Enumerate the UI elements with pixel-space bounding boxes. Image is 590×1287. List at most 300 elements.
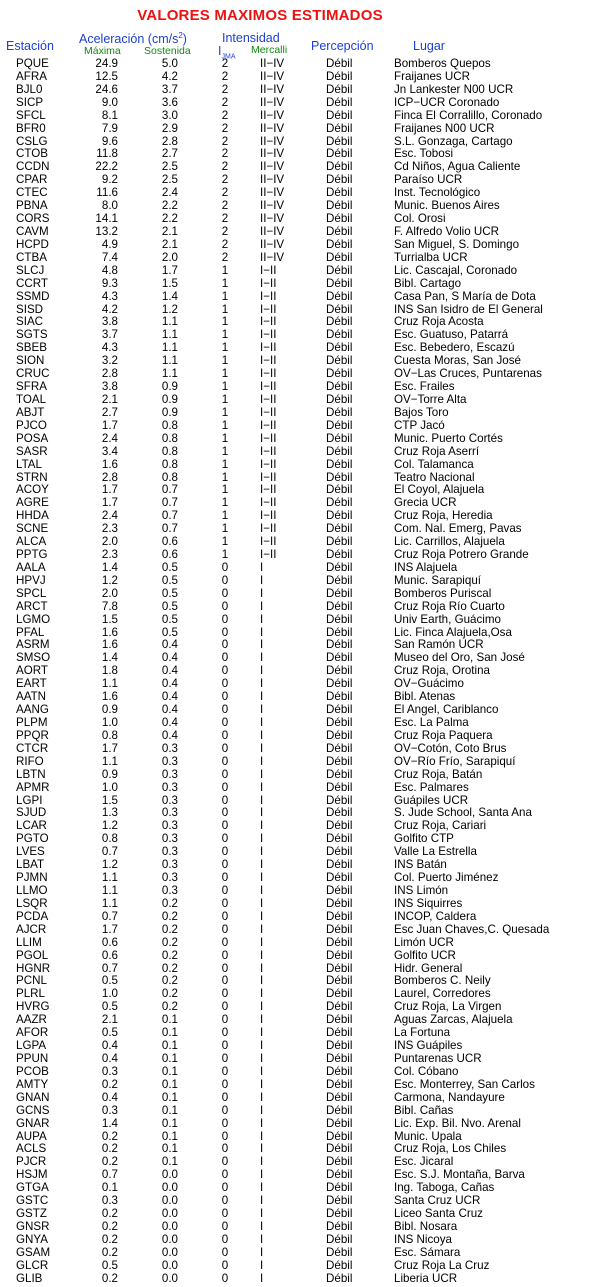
table-row [0, 484, 590, 497]
lugar-cell: Golfito UCR [394, 948, 456, 962]
lugar-cell: Lic. Cascajal, Coronado [394, 263, 518, 277]
intensidad-jma-cell: 0 [221, 1039, 229, 1053]
table-row [0, 304, 590, 317]
table-row [0, 58, 590, 71]
table-row [0, 614, 590, 627]
lugar-cell: La Fortuna [394, 1026, 451, 1040]
aceleracion-sostenida-cell: 0.1 [161, 1039, 178, 1053]
aceleracion-sostenida-cell: 0.3 [161, 858, 178, 872]
aceleracion-maxima-cell: 1.1 [101, 677, 118, 691]
intensidad-mercalli-cell: I [260, 858, 264, 872]
intensidad-jma-cell: 0 [221, 741, 229, 755]
intensidad-mercalli-cell: I [260, 1142, 264, 1156]
intensidad-mercalli-cell: II−IV [260, 250, 285, 264]
percepcion-cell: Débil [326, 509, 353, 523]
table-row [0, 924, 590, 937]
percepcion-cell: Débil [326, 1116, 353, 1130]
lugar-cell: Limón UCR [394, 935, 454, 949]
estacion-cell: LBAT [16, 858, 45, 872]
estacion-cell: AORT [16, 664, 48, 678]
aceleracion-maxima-cell: 8.0 [101, 199, 118, 213]
lugar-cell: F. Alfredo Volio UCR [394, 224, 500, 238]
aceleracion-maxima-cell: 0.2 [101, 1142, 118, 1156]
intensidad-jma-cell: 0 [221, 1181, 229, 1195]
intensidad-jma-cell: 0 [221, 625, 229, 639]
intensidad-mercalli-cell: I [260, 1232, 264, 1246]
page-title: VALORES MAXIMOS ESTIMADOS [137, 7, 383, 24]
aceleracion-sostenida-cell: 0.8 [161, 444, 178, 458]
lugar-cell: Cruz Roja, Batán [394, 767, 483, 781]
estacion-cell: PFAL [16, 625, 45, 639]
intensidad-mercalli-cell: I−II [260, 341, 277, 355]
lugar-cell: Bibl. Cartago [394, 276, 462, 290]
intensidad-mercalli-cell: I−II [260, 263, 277, 277]
lugar-cell: Liberia UCR [394, 1271, 458, 1285]
intensidad-mercalli-cell: I−II [260, 535, 277, 549]
estacion-cell: GLIB [16, 1271, 43, 1285]
estacion-cell: LBTN [16, 767, 46, 781]
percepcion-cell: Débil [326, 250, 353, 264]
intensidad-jma-cell: 0 [221, 793, 229, 807]
aceleracion-sostenida-cell: 0.4 [161, 638, 178, 652]
estacion-cell: SION [16, 354, 45, 368]
stations-table [0, 58, 590, 1286]
intensidad-jma-cell: 2 [221, 199, 229, 213]
aceleracion-maxima-cell: 11.6 [96, 186, 118, 200]
table-row [0, 1169, 590, 1182]
lugar-cell: Esc. La Palma [394, 716, 469, 730]
estacion-cell: GLCR [16, 1258, 49, 1272]
lugar-cell: CTP Jacó [394, 418, 445, 432]
intensidad-jma-cell: 0 [221, 716, 229, 730]
lugar-cell: Bibl. Cañas [394, 1103, 454, 1117]
intensidad-mercalli-cell: I [260, 909, 264, 923]
intensidad-mercalli-cell: I [260, 987, 264, 1001]
lugar-cell: San Miguel, S. Domingo [394, 237, 520, 251]
percepcion-cell: Débil [326, 1168, 353, 1182]
intensidad-mercalli-cell: I [260, 573, 264, 587]
percepcion-cell: Débil [326, 832, 353, 846]
lugar-cell: S. Jude School, Santa Ana [394, 806, 532, 820]
estacion-cell: CTCR [16, 741, 49, 755]
table-row [0, 1195, 590, 1208]
table-row [0, 872, 590, 885]
aceleracion-sostenida-cell: 3.0 [161, 108, 178, 122]
aceleracion-maxima-cell: 0.2 [101, 1155, 118, 1169]
percepcion-cell: Débil [326, 780, 353, 794]
intensidad-jma-cell: 1 [221, 548, 229, 562]
intensidad-mercalli-cell: I [260, 651, 264, 665]
percepcion-cell: Débil [326, 405, 353, 419]
intensidad-jma-cell: 0 [221, 1129, 229, 1143]
aceleracion-sostenida-cell: 4.2 [161, 69, 178, 83]
intensidad-mercalli-cell: II−IV [260, 134, 285, 148]
intensidad-jma-cell: 0 [221, 896, 229, 910]
aceleracion-sostenida-cell: 5.0 [161, 57, 178, 70]
intensidad-jma-cell: 0 [221, 1207, 229, 1221]
aceleracion-sostenida-cell: 0.3 [161, 819, 178, 833]
table-row [0, 769, 590, 782]
percepcion-cell: Débil [326, 82, 353, 96]
estacion-cell: PPTG [16, 548, 48, 562]
lugar-cell: Fraijanes N00 UCR [394, 121, 495, 135]
aceleracion-maxima-cell: 0.1 [101, 1181, 118, 1195]
table-row [0, 407, 590, 420]
percepcion-cell: Débil [326, 767, 353, 781]
estacion-cell: PCNL [16, 974, 47, 988]
aceleracion-sostenida-cell: 0.8 [161, 418, 178, 432]
aceleracion-maxima-cell: 7.9 [101, 121, 118, 135]
aceleracion-sostenida-cell: 2.2 [161, 212, 178, 226]
aceleracion-maxima-cell: 22.2 [95, 160, 118, 174]
intensidad-mercalli-cell: I−II [260, 367, 277, 381]
aceleracion-maxima-cell: 11.8 [96, 147, 118, 161]
table-row [0, 1118, 590, 1131]
aceleracion-maxima-cell: 2.8 [101, 470, 118, 484]
table-row [0, 691, 590, 704]
lugar-cell: INS San Isidro de El General [394, 302, 543, 316]
percepcion-cell: Débil [326, 935, 353, 949]
lugar-cell: Col. Cóbano [394, 1064, 459, 1078]
intensidad-mercalli-cell: I−II [260, 354, 277, 368]
table-row [0, 1208, 590, 1221]
table-row [0, 1092, 590, 1105]
estacion-cell: CTBA [16, 250, 47, 264]
aceleracion-maxima-cell: 1.5 [101, 793, 118, 807]
estacion-cell: LSQR [16, 896, 48, 910]
lugar-cell: Esc. Palmares [394, 780, 469, 794]
estacion-cell: ACOY [16, 483, 49, 497]
table-row [0, 704, 590, 717]
table-row [0, 123, 590, 136]
lugar-cell: Casa Pan, S María de Dota [394, 289, 536, 303]
estacion-cell: PPUN [16, 1051, 49, 1065]
intensidad-mercalli-cell: I [260, 832, 264, 846]
header-sostenida: Sostenida [144, 45, 191, 57]
lugar-cell: Col. Puerto Jiménez [394, 871, 499, 885]
intensidad-jma-cell: 0 [221, 819, 229, 833]
percepcion-cell: Débil [326, 754, 353, 768]
estacion-cell: GNAR [16, 1116, 50, 1130]
lugar-cell: Santa Cruz UCR [394, 1194, 481, 1208]
table-row [0, 1014, 590, 1027]
aceleracion-sostenida-cell: 0.3 [161, 806, 178, 820]
estacion-cell: CPAR [16, 173, 48, 187]
estacion-cell: SFCL [16, 108, 46, 122]
lugar-cell: INS Nicoya [394, 1232, 452, 1246]
percepcion-cell: Débil [326, 186, 353, 200]
intensidad-jma-cell: 2 [221, 224, 229, 238]
estacion-cell: RIFO [16, 754, 44, 768]
aceleracion-sostenida-cell: 0.1 [161, 1142, 178, 1156]
percepcion-cell: Débil [326, 948, 353, 962]
aceleracion-maxima-cell: 9.0 [101, 95, 118, 109]
table-row [0, 911, 590, 924]
estacion-cell: CCDN [16, 160, 50, 174]
lugar-cell: Munic. Upala [394, 1129, 462, 1143]
percepcion-cell: Débil [326, 573, 353, 587]
table-row [0, 1053, 590, 1066]
aceleracion-sostenida-cell: 0.5 [161, 573, 178, 587]
intensidad-jma-cell: 1 [221, 380, 229, 394]
intensidad-mercalli-cell: I [260, 677, 264, 691]
estacion-cell: PGOL [16, 948, 49, 962]
lugar-cell: Esc. S.J. Montaña, Barva [394, 1168, 525, 1182]
aceleracion-sostenida-cell: 1.2 [161, 302, 178, 316]
intensidad-jma-cell: 1 [221, 470, 229, 484]
intensidad-mercalli-cell: I−II [260, 328, 277, 342]
intensidad-mercalli-cell: I [260, 1129, 264, 1143]
percepcion-cell: Débil [326, 974, 353, 988]
lugar-cell: OV−Guácimo [394, 677, 464, 691]
estacion-cell: BJL0 [16, 82, 43, 96]
estacion-cell: PLPM [16, 716, 48, 730]
percepcion-cell: Débil [326, 1194, 353, 1208]
aceleracion-maxima-cell: 0.6 [101, 935, 118, 949]
lugar-cell: Cd Niños, Agua Caliente [394, 160, 521, 174]
intensidad-mercalli-cell: I [260, 1168, 264, 1182]
intensidad-mercalli-cell: I−II [260, 444, 277, 458]
aceleracion-maxima-cell: 4.3 [101, 341, 118, 355]
estacion-cell: PCOB [16, 1064, 49, 1078]
aceleracion-maxima-cell: 1.0 [101, 716, 118, 730]
aceleracion-sostenida-cell: 0.9 [161, 405, 178, 419]
table-row [0, 743, 590, 756]
table-row [0, 420, 590, 433]
table-row [0, 187, 590, 200]
intensidad-mercalli-cell: I−II [260, 483, 277, 497]
aceleracion-maxima-cell: 0.3 [101, 1064, 118, 1078]
aceleracion-sostenida-cell: 0.2 [161, 1000, 178, 1014]
intensidad-jma-cell: 0 [221, 806, 229, 820]
table-row [0, 381, 590, 394]
estacion-cell: SLCJ [16, 263, 45, 277]
intensidad-jma-cell: 0 [221, 1245, 229, 1259]
aceleracion-maxima-cell: 2.7 [101, 405, 118, 419]
lugar-cell: OV−Cotón, Coto Brus [394, 741, 507, 755]
aceleracion-sostenida-cell: 0.5 [161, 586, 178, 600]
lugar-cell: Cruz Roja Aserrí [394, 444, 480, 458]
table-row [0, 898, 590, 911]
intensidad-mercalli-cell: I [260, 974, 264, 988]
estacion-cell: CTOB [16, 147, 48, 161]
intensidad-mercalli-cell: II−IV [260, 57, 285, 70]
aceleracion-sostenida-cell: 0.2 [161, 987, 178, 1001]
table-row [0, 446, 590, 459]
table-row [0, 1143, 590, 1156]
aceleracion-sostenida-cell: 0.5 [161, 625, 178, 639]
intensidad-mercalli-cell: I [260, 612, 264, 626]
estacion-cell: AANG [16, 703, 49, 717]
percepcion-cell: Débil [326, 1103, 353, 1117]
table-row [0, 1247, 590, 1260]
aceleracion-sostenida-cell: 1.1 [161, 354, 178, 368]
intensidad-mercalli-cell: I [260, 806, 264, 820]
intensidad-mercalli-cell: I [260, 935, 264, 949]
aceleracion-sostenida-cell: 2.1 [161, 237, 178, 251]
aceleracion-maxima-cell: 24.9 [95, 57, 118, 70]
estacion-cell: TOAL [16, 392, 47, 406]
intensidad-jma-cell: 2 [221, 212, 229, 226]
aceleracion-maxima-cell: 24.6 [95, 82, 118, 96]
estacion-cell: BFR0 [16, 121, 46, 135]
table-row [0, 1079, 590, 1092]
intensidad-jma-cell: 0 [221, 922, 229, 936]
aceleracion-sostenida-cell: 0.4 [161, 728, 178, 742]
intensidad-jma-cell: 0 [221, 1000, 229, 1014]
intensidad-mercalli-cell: II−IV [260, 173, 285, 187]
aceleracion-maxima-cell: 0.2 [101, 1271, 118, 1285]
lugar-cell: Fraijanes UCR [394, 69, 471, 83]
lugar-cell: Esc. Tobosi [394, 147, 454, 161]
intensidad-jma-cell: 1 [221, 431, 229, 445]
intensidad-mercalli-cell: I [260, 884, 264, 897]
intensidad-mercalli-cell: I [260, 845, 264, 859]
aceleracion-maxima-cell: 2.3 [101, 522, 118, 536]
estacion-cell: CAVM [16, 224, 49, 238]
intensidad-mercalli-cell: I−II [260, 431, 277, 445]
aceleracion-sostenida-cell: 0.2 [161, 909, 178, 923]
table-row [0, 562, 590, 575]
table-row [0, 820, 590, 833]
intensidad-jma-cell: 0 [221, 754, 229, 768]
table-row [0, 200, 590, 213]
table-row [0, 652, 590, 665]
percepcion-cell: Débil [326, 354, 353, 368]
intensidad-jma-cell: 0 [221, 961, 229, 975]
aceleracion-maxima-cell: 1.7 [101, 418, 118, 432]
aceleracion-sostenida-cell: 0.7 [161, 522, 178, 536]
header-intensidad: Intensidad [222, 31, 280, 45]
intensidad-jma-cell: 0 [221, 987, 229, 1001]
aceleracion-sostenida-cell: 0.7 [161, 483, 178, 497]
estacion-cell: SGTS [16, 328, 48, 342]
aceleracion-maxima-cell: 4.3 [101, 289, 118, 303]
lugar-cell: Bibl. Atenas [394, 690, 456, 704]
intensidad-mercalli-cell: I [260, 1207, 264, 1221]
percepcion-cell: Débil [326, 858, 353, 872]
table-row [0, 136, 590, 149]
intensidad-jma-cell: 2 [221, 57, 229, 70]
estacion-cell: HHDA [16, 509, 49, 523]
intensidad-jma-cell: 1 [221, 315, 229, 329]
table-row [0, 665, 590, 678]
lugar-cell: Ing. Taboga, Cañas [394, 1181, 495, 1195]
percepcion-cell: Débil [326, 728, 353, 742]
intensidad-mercalli-cell: I [260, 1051, 264, 1065]
lugar-cell: Turrialba UCR [394, 250, 468, 264]
estacion-cell: ABJT [16, 405, 45, 419]
lugar-cell: INS Guápiles [394, 1039, 463, 1053]
lugar-cell: Carmona, Nandayure [394, 1090, 505, 1104]
estacion-cell: SCNE [16, 522, 49, 536]
intensidad-jma-cell: 0 [221, 1116, 229, 1130]
intensidad-mercalli-cell: I [260, 1064, 264, 1078]
intensidad-mercalli-cell: I [260, 1219, 264, 1233]
percepcion-cell: Débil [326, 134, 353, 148]
percepcion-cell: Débil [326, 896, 353, 910]
lugar-cell: Teatro Nacional [394, 470, 475, 484]
intensidad-mercalli-cell: I−II [260, 522, 277, 536]
table-row [0, 497, 590, 510]
intensidad-jma-cell: 2 [221, 173, 229, 187]
intensidad-jma-cell: 0 [221, 586, 229, 600]
aceleracion-maxima-cell: 1.2 [101, 858, 118, 872]
intensidad-mercalli-cell: II−IV [260, 147, 285, 161]
aceleracion-maxima-cell: 4.8 [101, 263, 118, 277]
percepcion-cell: Débil [326, 147, 353, 161]
table-row [0, 833, 590, 846]
header-percepcion: Percepción [311, 39, 374, 53]
intensidad-mercalli-cell: I [260, 1271, 264, 1285]
header-estacion: Estación [6, 39, 54, 53]
percepcion-cell: Débil [326, 987, 353, 1001]
aceleracion-maxima-cell: 0.8 [101, 832, 118, 846]
intensidad-jma-cell: 2 [221, 250, 229, 264]
intensidad-jma-cell: 0 [221, 638, 229, 652]
estacion-cell: AALA [16, 560, 46, 574]
intensidad-mercalli-cell: II−IV [260, 69, 285, 83]
intensidad-jma-cell: 0 [221, 560, 229, 574]
aceleracion-maxima-cell: 1.7 [101, 483, 118, 497]
intensidad-mercalli-cell: II−IV [260, 108, 285, 122]
aceleracion-sostenida-cell: 0.3 [161, 884, 178, 897]
table-row [0, 859, 590, 872]
percepcion-cell: Débil [326, 548, 353, 562]
intensidad-mercalli-cell: I [260, 948, 264, 962]
aceleracion-sostenida-cell: 2.9 [161, 121, 178, 135]
intensidad-mercalli-cell: I−II [260, 315, 277, 329]
intensidad-mercalli-cell: I [260, 1245, 264, 1259]
estacion-cell: SASR [16, 444, 48, 458]
intensidad-jma-cell: 0 [221, 651, 229, 665]
intensidad-jma-cell: 1 [221, 483, 229, 497]
estacion-cell: CORS [16, 212, 50, 226]
percepcion-cell: Débil [326, 1155, 353, 1169]
lugar-cell: Cruz Roja, Los Chiles [394, 1142, 507, 1156]
intensidad-mercalli-cell: I [260, 716, 264, 730]
percepcion-cell: Débil [326, 806, 353, 820]
lugar-cell: Hidr. General [394, 961, 463, 975]
table-row [0, 278, 590, 291]
aceleracion-sostenida-cell: 0.9 [161, 380, 178, 394]
aceleracion-maxima-cell: 1.1 [101, 884, 118, 897]
aceleracion-sostenida-cell: 0.1 [161, 1090, 178, 1104]
intensidad-jma-cell: 0 [221, 1155, 229, 1169]
percepcion-cell: Débil [326, 496, 353, 510]
percepcion-cell: Débil [326, 457, 353, 471]
aceleracion-maxima-cell: 2.4 [101, 509, 118, 523]
aceleracion-sostenida-cell: 0.1 [161, 1155, 178, 1169]
percepcion-cell: Débil [326, 586, 353, 600]
aceleracion-sostenida-cell: 0.6 [161, 535, 178, 549]
estacion-cell: LTAL [16, 457, 42, 471]
percepcion-cell: Débil [326, 638, 353, 652]
aceleracion-sostenida-cell: 0.0 [161, 1207, 178, 1221]
intensidad-jma-cell: 0 [221, 612, 229, 626]
intensidad-jma-cell: 1 [221, 457, 229, 471]
lugar-cell: El Angel, Cariblanco [394, 703, 499, 717]
aceleracion-maxima-cell: 0.7 [101, 909, 118, 923]
percepcion-cell: Débil [326, 651, 353, 665]
aceleracion-maxima-cell: 1.6 [101, 690, 118, 704]
intensidad-jma-cell: 2 [221, 186, 229, 200]
header-aceleracion-text: Aceleración (cm/s [79, 32, 179, 47]
intensidad-jma-cell: 0 [221, 573, 229, 587]
intensidad-mercalli-cell: I−II [260, 405, 277, 419]
aceleracion-sostenida-cell: 0.0 [161, 1245, 178, 1259]
aceleracion-maxima-cell: 1.6 [101, 625, 118, 639]
